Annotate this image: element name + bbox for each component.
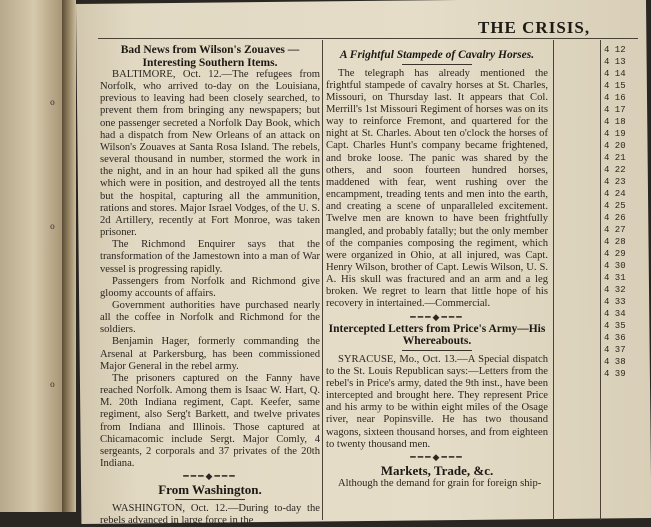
- page-gutter: [62, 0, 76, 512]
- table-row: 4 20: [604, 141, 626, 151]
- table-row: 4 31: [604, 273, 626, 283]
- article-paragraph: Benjamin Hager, formerly commanding the Arsenal at Parkersburg, has been commissioned Major General in the rebel army.: [100, 336, 320, 372]
- table-row: 4 13: [604, 57, 626, 67]
- table-row: 4 23: [604, 177, 626, 187]
- table-row: 4 21: [604, 153, 626, 163]
- table-row: 4 17: [604, 105, 626, 115]
- article-paragraph: SYRACUSE, Mo., Oct. 13.—A Special dispatch to the St. Louis Republican says:—Letters from the rebel's in Price's army, dated the 9th inst., have been intercepted and brought here. They represent Price and his army to be within eight miles of the Osage river, near Popinsville. He has two thousand wagons, sixteen thousand horses, and from eighteen to twenty thousand men.: [326, 353, 548, 450]
- table-row: 4 27: [604, 225, 626, 235]
- article-paragraph: WASHINGTON, Oct. 12.—During to-day the rebels advanced in large force in the: [100, 503, 320, 527]
- ornament-divider: ━━━◆━━━: [410, 451, 464, 462]
- article-paragraph: The telegraph has already mentioned the frightful stampede of cavalry horses at St. Charles, Missouri, on Thursday last. It appears that Col. Merrill's 1st Missouri Regiment of horses was on its way to reinforce Fremont, and quartered for the night at St. Charles. About ten o'clock the horses of Capt. Charles Hunt's company became frightened, and broke loose. The panic was shared by the others, and soon fourteen hundred horses, maddened with fear, went rushing over the encampment, treading tents and men into the earth, and creating a scene of unparalleled excitement. Twelve men are known to have been frightfully mangled, and probably fatally; but the only member of the companies composing the regiment, which were organized in Ohio, at all injured, was Capt. Henry Wilson, brother of Capt. Lewis Wilson, U. S. A. His skull was fractured and an arm and a leg broken. We regret to learn that little hope of his recovery in intertained.—Commercial.: [326, 67, 548, 310]
- margin-mark: o: [50, 380, 55, 389]
- ornament-divider: ━━━◆━━━: [183, 471, 237, 482]
- table-row: 4 18: [604, 117, 626, 127]
- table-row: 4 34: [604, 309, 626, 319]
- table-row: 4 38: [604, 357, 626, 367]
- table-row: 4 22: [604, 165, 626, 175]
- article-paragraph: BALTIMORE, Oct. 12.—The refugees from Norfolk, who arrived to-day on the Louisiana, previous to leaving had been closely searched, to prevent them from bringing any newspapers; but one passenger secreted a Norfolk Day Book, which had a dispatch from New Orleans of an attack on Wilson's Zouaves at Santa Rosa Island. The rebels, several thousand in number, stormed the work in the night, and in an hour had spiked all the guns which were in position, and destroyed all the tents but the hospital, capturing all the ammunition, rations and stores. Major Israel Vodges, of the U. S. 2d Artillery, recently at Fort Monroe, was taken prisoner.: [100, 69, 320, 239]
- article-paragraph: Although the demand for grain for foreign ship-: [338, 477, 542, 489]
- table-column: [604, 44, 644, 514]
- header-rule: [98, 38, 638, 39]
- article-heading: Bad News from Wilson's Zouaves —Interesting Southern Items.: [120, 44, 300, 69]
- article-paragraph: Passengers from Norfolk and Richmond give gloomy accounts of affairs.: [100, 275, 320, 299]
- table-row: 4 30: [604, 261, 626, 271]
- table-row: 4 16: [604, 93, 626, 103]
- table-row: 4 19: [604, 129, 626, 139]
- article-column-1: [100, 44, 320, 527]
- article-column-2: [326, 49, 548, 490]
- masthead-title: THE CRISIS,: [478, 18, 591, 37]
- margin-mark: o: [50, 98, 55, 107]
- table-row: 4 14: [604, 69, 626, 79]
- table-row: 4 26: [604, 213, 626, 223]
- article-heading: A Frightful Stampede of Cavalry Horses.: [339, 49, 535, 61]
- table-row: 4 12: [604, 45, 626, 55]
- table-row: 4 36: [604, 333, 626, 343]
- article-paragraph: The prisoners captured on the Fanny have reached Norfolk. Among them is Isaac W. Hart, Q. M. 20th Indiana regiment, Capt. Keefer, same regiment, also Serg't Barkett, and twelve privates from Indiana and Illinois. Those captured at Chicamacomic include Sergt. Major Comly, 4 sergeants, 2 corporals and 37 privates of the 20th Indiana.: [100, 372, 320, 469]
- column-rule: [600, 40, 601, 520]
- table-row: 4 37: [604, 345, 626, 355]
- short-rule: [175, 499, 245, 500]
- article-paragraph: Government authorities have purchased nearly all the coffee in Norfolk and Richmond for the soldiers.: [100, 299, 320, 336]
- article-heading: Intercepted Letters from Price's Army—His Whereabouts.: [328, 322, 546, 348]
- margin-mark: o: [50, 222, 55, 231]
- table-row: 4 25: [604, 201, 626, 211]
- data-table: [604, 44, 644, 380]
- table-row: 4 39: [604, 369, 626, 379]
- article-heading: Markets, Trade, &c.: [380, 462, 494, 478]
- article-heading: From Washington.: [158, 482, 262, 498]
- table-row: 4 15: [604, 81, 626, 91]
- table-row: 4 32: [604, 285, 626, 295]
- ornament-divider: ━━━◆━━━: [410, 311, 464, 322]
- short-rule: [402, 64, 472, 65]
- table-row: 4 24: [604, 189, 626, 199]
- table-row: 4 33: [604, 297, 626, 307]
- column-rule: [553, 40, 554, 520]
- short-rule: [402, 350, 472, 351]
- article-paragraph: The Richmond Enquirer says that the transformation of the Jamestown into a man of War vessel is progressing rapidly.: [100, 239, 320, 275]
- facing-page-edge: [0, 0, 62, 512]
- column-rule: [322, 40, 323, 520]
- table-row: 4 28: [604, 237, 626, 247]
- table-row: 4 29: [604, 249, 626, 259]
- table-row: 4 35: [604, 321, 626, 331]
